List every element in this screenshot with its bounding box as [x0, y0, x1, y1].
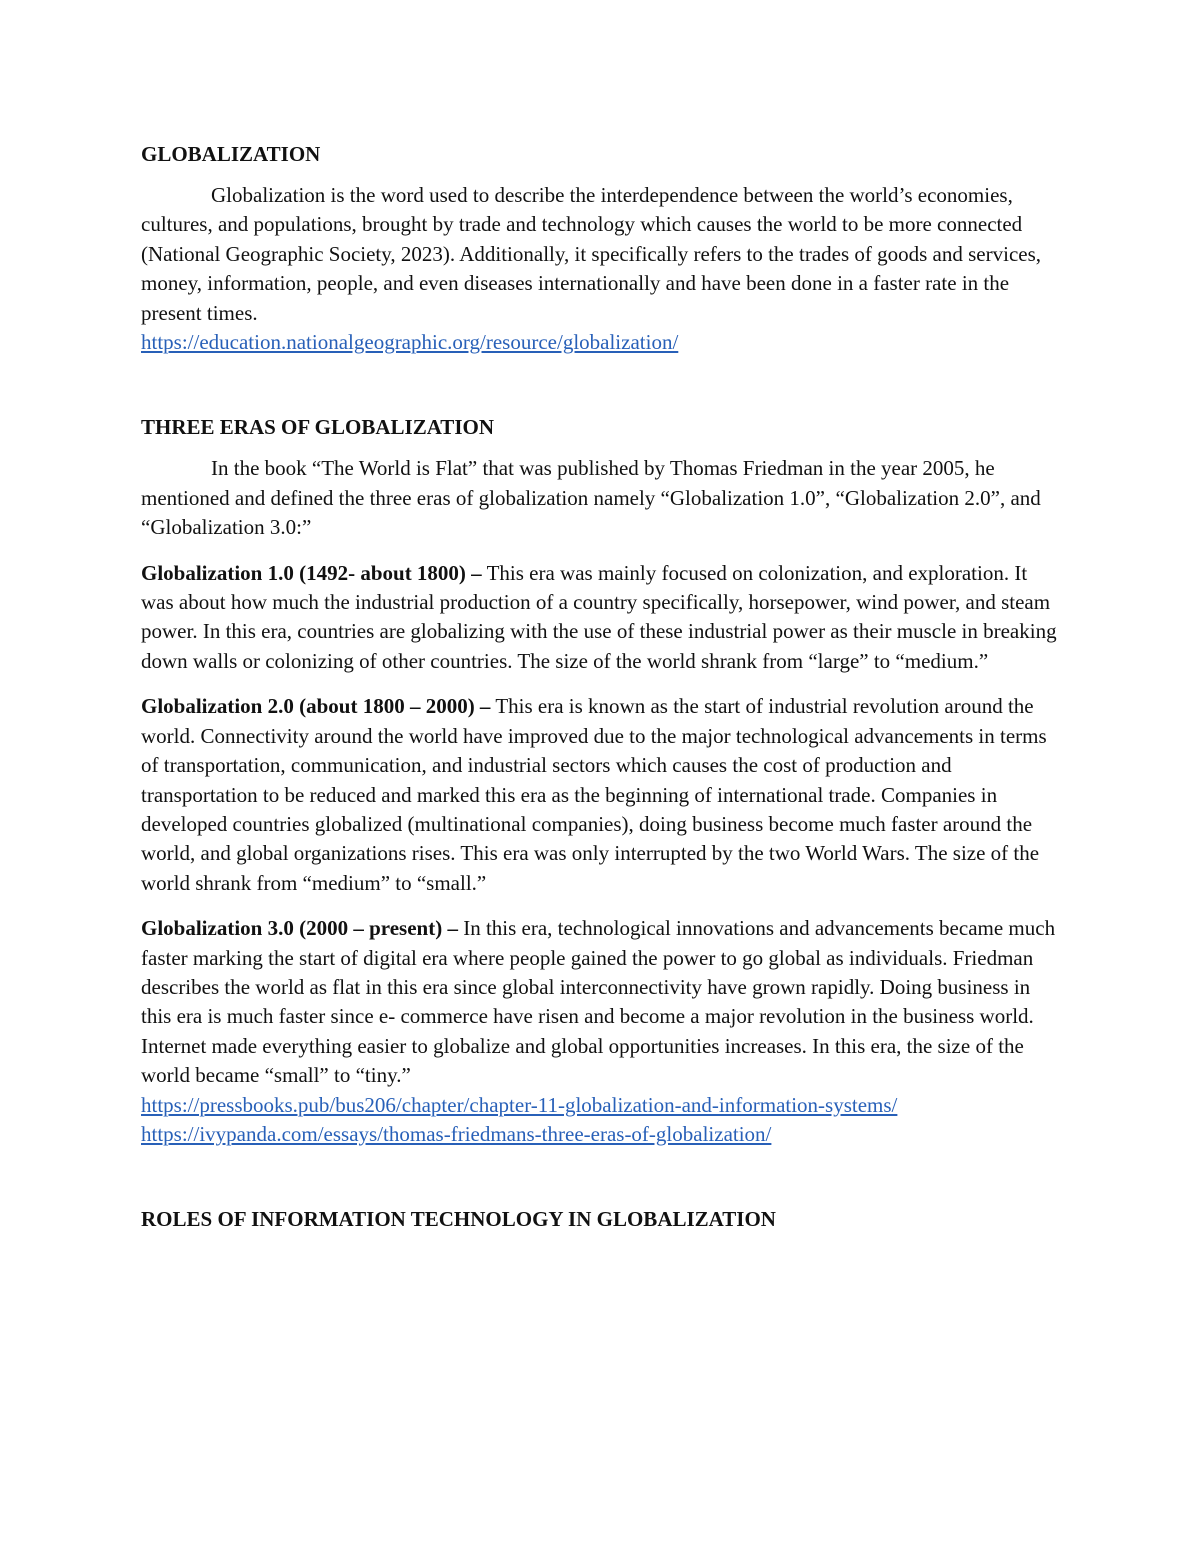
era-text-globalization-2: This era is known as the start of industrial revolution around the world. Connectivity around the world have improved due to the major technological advancements in terms of transportation, communication, and industrial sectors which causes the cost of production and transportation to be reduced and marked this era as the beginning of international trade. Companies in developed countries globalized (multinational companies), doing business become much faster around the world, and global organizations rises. This era was only interrupted by the two World Wars. The size of the world shrank from “medium” to “small.” — [141, 694, 1047, 895]
era-text-globalization-1: This era was mainly focused on colonization, and exploration. It was about how much the industrial production of a country specifically, horsepower, wind power, and steam power. In this era, countries are globalizing with the use of these industrial power as their muscle in breaking down walls or colonizing of other countries. The size of the world shrank from “large” to “medium.” — [141, 560, 1057, 673]
section-heading-globalization: GLOBALIZATION — [141, 142, 321, 166]
reference-link-national-geographic[interactable]: https://education.nationalgeographic.org/resource/globalization/ — [141, 330, 679, 355]
era-paragraph-globalization-3 — [141, 914, 1061, 1090]
globalization-definition-paragraph: Globalization is the word used to describe the interdependence between the world’s economies, cultures, and populations, brought by trade and technology which causes the world to be more connected (National Geographic Society, 2023). Additionally, it specifically refers to the trades of goods and services, money, information, people, and even diseases internationally and have been done in a faster rate in the present times. — [141, 183, 1042, 325]
section-heading-roles-of-it: ROLES OF INFORMATION TECHNOLOGY IN GLOBALIZATION — [141, 1207, 776, 1232]
era-title-globalization-3: Globalization 3.0 (2000 – present) – — [141, 916, 458, 941]
era-paragraph-globalization-2 — [141, 692, 1061, 898]
section-heading-three-eras: THREE ERAS OF GLOBALIZATION — [141, 415, 494, 440]
era-text-globalization-3: In this era, technological innovations and advancements became much faster marking the start of digital era where people gained the power to go global as individuals. Friedman describes the world as flat in this era since global interconnectivity have grown rapidly. Doing business in this era is much faster since e- commerce have risen and become a major revolution in the business world. Internet made everything easier to globalize and global opportunities increases. In this era, the size of the world became “small” to “tiny.” — [141, 916, 1056, 1088]
era-title-globalization-2: Globalization 2.0 (about 1800 – 2000) – — [141, 694, 491, 719]
reference-link-ivypanda[interactable]: https://ivypanda.com/essays/thomas-friedmans-three-eras-of-globalization/ — [141, 1121, 772, 1146]
reference-link-pressbooks[interactable]: https://pressbooks.pub/bus206/chapter/chapter-11-globalization-and-information-systems/ — [141, 1092, 898, 1117]
three-eras-intro-paragraph: In the book “The World is Flat” that was published by Thomas Friedman in the year 2005, he mentioned and defined the three eras of globalization namely “Globalization 1.0”, “Globalization 2.0”, and “Globalization 3.0:” — [141, 456, 1041, 540]
era-paragraph-globalization-1 — [141, 559, 1061, 677]
document-page — [141, 140, 1061, 1234]
era-title-globalization-1: Globalization 1.0 (1492- about 1800) – — [141, 560, 482, 585]
